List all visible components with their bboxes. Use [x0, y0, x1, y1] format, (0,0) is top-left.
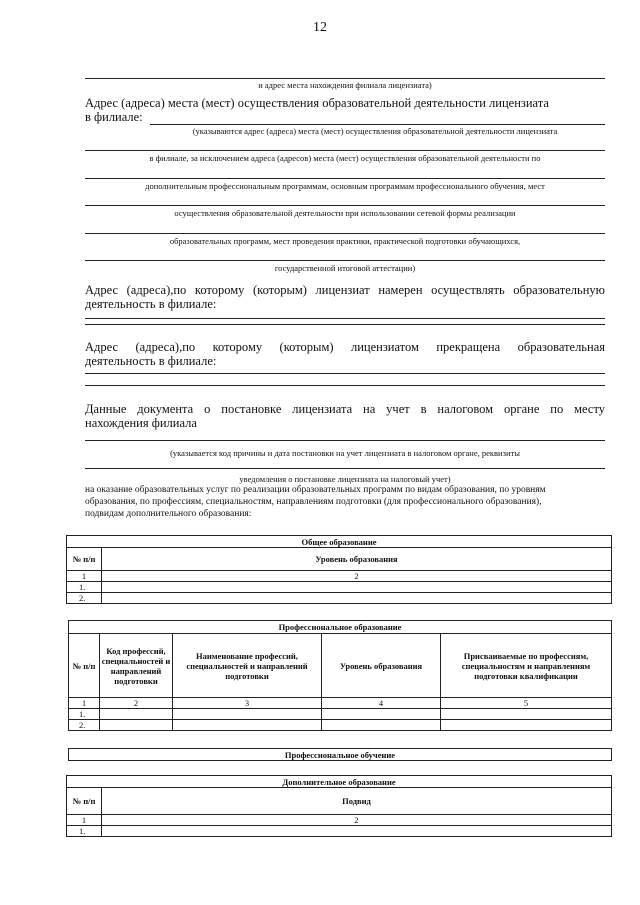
- col-num: № п/п: [69, 634, 100, 698]
- index-cell: 1: [69, 698, 100, 709]
- heading-terminated-address-cont: деятельность в филиале:: [85, 354, 217, 368]
- index-cell: 2: [102, 815, 612, 826]
- index-cell: 4: [322, 698, 441, 709]
- fill-line: [85, 178, 605, 179]
- row-number: 2.: [69, 720, 100, 731]
- index-cell: 3: [173, 698, 322, 709]
- heading-tax-document-cont: нахождения филиала: [85, 416, 197, 430]
- fill-line: [150, 124, 605, 125]
- index-cell: 1: [67, 571, 102, 582]
- caption-activity-5: образовательных программ, мест проведения практики, практической подготовки обучающихся,: [169, 236, 521, 246]
- table-cell: [322, 720, 441, 731]
- table-cell: [173, 720, 322, 731]
- caption-activity-6: государственной итоговой аттестации): [274, 263, 416, 273]
- fill-line: [85, 385, 605, 386]
- fill-line: [85, 373, 605, 374]
- fill-line: [85, 78, 605, 79]
- row-number: 2.: [67, 593, 102, 604]
- index-cell: 1: [67, 815, 102, 826]
- fill-line: [85, 260, 605, 261]
- fill-line: [85, 150, 605, 151]
- caption-tax-2: уведомления о постановке лицензиата на налоговый учет): [239, 474, 451, 484]
- table-cell: [102, 582, 612, 593]
- col-num: № п/п: [67, 788, 102, 815]
- fill-line: [85, 233, 605, 234]
- col-level: Уровень образования: [102, 548, 612, 571]
- col-num: № п/п: [67, 548, 102, 571]
- caption-activity-1: (указываются адрес (адреса) места (мест) осуществления образовательной деятельности лицензиата: [192, 126, 558, 136]
- fill-line: [85, 318, 605, 319]
- fill-line: [85, 468, 605, 469]
- row-number: 1.: [67, 826, 102, 837]
- general-education-title: Общее образование: [67, 536, 612, 548]
- index-cell: 2: [100, 698, 173, 709]
- general-education-table: [66, 535, 612, 604]
- table-cell: [100, 709, 173, 720]
- services-text-1: на оказание образовательных услуг по реализации образовательных программ по видам образования, по уровням: [85, 485, 546, 495]
- table-cell: [322, 709, 441, 720]
- heading-activity-address-cont: в филиале:: [85, 110, 143, 124]
- page-number: 12: [313, 20, 327, 35]
- row-number: 1.: [69, 709, 100, 720]
- table-cell: [173, 709, 322, 720]
- caption-activity-4: осуществления образовательной деятельности при использовании сетевой формы реализации: [174, 208, 516, 218]
- fill-line: [85, 440, 605, 441]
- additional-education-table: [66, 775, 612, 837]
- caption-activity-3: дополнительным профессиональным программам, основным программам профессионального обучения, мест: [145, 181, 545, 191]
- professional-training-table: [68, 748, 612, 761]
- caption-activity-2: в филиале, за исключением адреса (адресов) места (мест) осуществления образовательной деятельности по: [149, 153, 541, 163]
- heading-intended-address: Адрес (адреса),по которому (которым) лицензиат намерен осуществлять образовательную: [85, 283, 605, 297]
- heading-intended-address-cont: деятельность в филиале:: [85, 297, 217, 311]
- table-cell: [102, 593, 612, 604]
- professional-training-title: Профессиональное обучение: [69, 749, 612, 761]
- col-level: Уровень образования: [322, 634, 441, 698]
- index-cell: 2: [102, 571, 612, 582]
- services-text-2: образования, по профессиям, специальностям, направлениям подготовки (для профессионального образования),: [85, 497, 542, 507]
- col-name: Наименование профессий, специальностей и направлений подготовки: [173, 634, 322, 698]
- caption-tax-1: (указывается код причины и дата постановки на учет лицензиата в налоговом органе, реквизиты: [170, 448, 520, 458]
- table-cell: [100, 720, 173, 731]
- heading-terminated-address: Адрес (адреса),по которому (которым) лицензиатом прекращена образовательная: [85, 340, 605, 354]
- caption-branch-location: и адрес места нахождения филиала лицензиата): [258, 80, 432, 90]
- professional-education-title: Профессиональное образование: [69, 621, 612, 634]
- services-text-3: подвидам дополнительного образования:: [85, 509, 252, 519]
- col-code: Код профессий, специальностей и направлений подготовки: [100, 634, 173, 698]
- table-cell: [102, 826, 612, 837]
- heading-activity-address: Адрес (адреса) места (мест) осуществления образовательной деятельности лицензиата: [85, 96, 549, 110]
- table-cell: [441, 709, 612, 720]
- col-qualification: Присваиваемые по профессиям, специальностям и направлениям подготовки квалификации: [441, 634, 612, 698]
- additional-education-title: Дополнительное образование: [67, 776, 612, 788]
- row-number: 1.: [67, 582, 102, 593]
- professional-education-table: [68, 620, 612, 731]
- index-cell: 5: [441, 698, 612, 709]
- heading-tax-document: Данные документа о постановке лицензиата на учет в налоговом органе по месту: [85, 402, 605, 416]
- col-subtype: Подвид: [102, 788, 612, 815]
- fill-line: [85, 324, 605, 325]
- fill-line: [85, 205, 605, 206]
- table-cell: [441, 720, 612, 731]
